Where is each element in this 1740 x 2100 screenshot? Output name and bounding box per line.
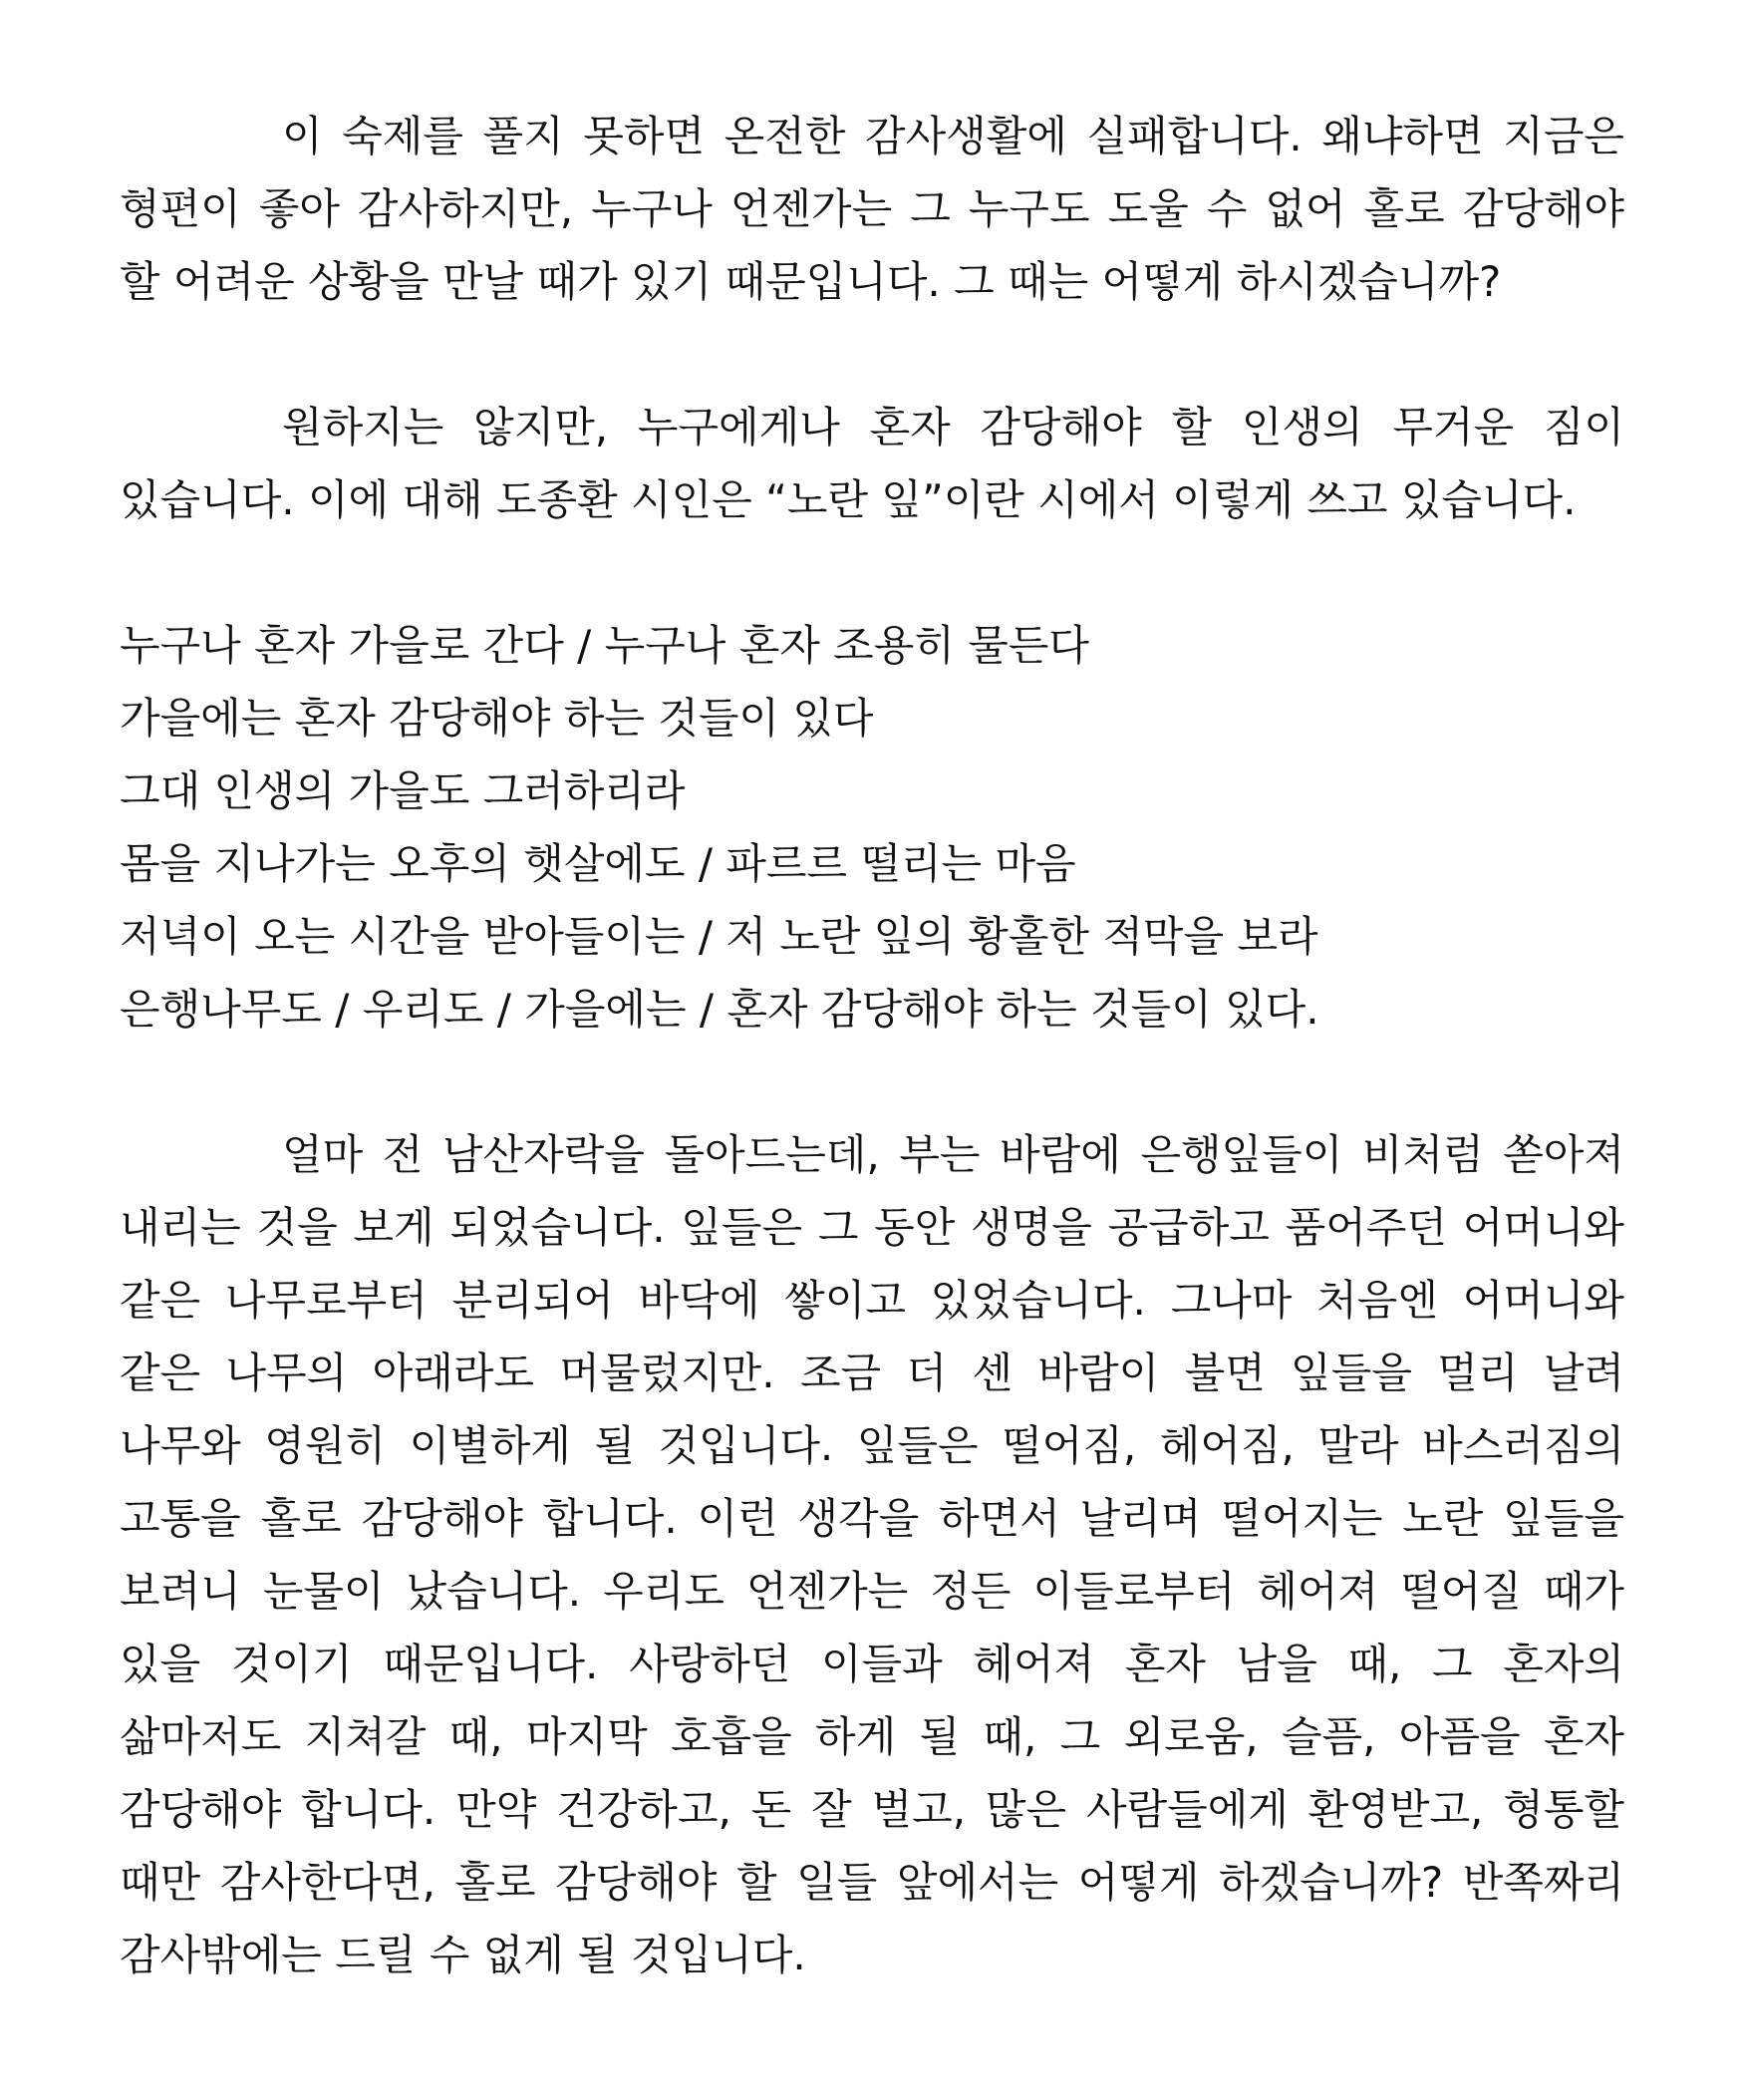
poem-line: 저녁이 오는 시간을 받아들이는 / 저 노란 잎의 황홀한 적막을 보라 [120, 912, 1318, 961]
poem-block [120, 609, 1624, 1046]
poem-line: 가을에는 혼자 감당해야 하는 것들이 있다 [120, 694, 874, 743]
paragraph-intro: 이 숙제를 풀지 못하면 온전한 감사생활에 실패합니다. 왜냐하면 지금은 형편이 좋아 감사하지만, 누구나 언젠가는 그 누구도 도울 수 없어 홀로 감당해야 할 어려운 상황을 만날 때가 있기 때문입니다. 그 때는 어떻게 하시겠습니까? [120, 112, 1624, 306]
paragraph-reflection: 얼마 전 남산자락을 돌아드는데, 부는 바람에 은행잎들이 비처럼 쏟아져 내리는 것을 보게 되었습니다. 잎들은 그 동안 생명을 공급하고 품어주던 어머니와 같은 나무로부터 분리되어 바닥에 쌓이고 있었습니다. 그나마 처음엔 어머니와 같은 나무의 아래라도 머물렀지만. 조금 더 센 바람이 불면 잎들을 멀리 날려 나무와 영원히 이별하게 될 것입니다. 잎들은 떨어짐, 헤어짐, 말라 바스러짐의 고통을 홀로 감당해야 합니다. 이런 생각을 하면서 날리며 떨어지는 노란 잎들을 보려니 눈물이 났습니다. 우리도 언젠가는 정든 이들로부터 헤어져 떨어질 때가 있을 것이기 때문입니다. 사랑하던 이들과 헤어져 혼자 남을 때, 그 혼자의 삶마저도 지쳐갈 때, 마지막 호흡을 하게 될 때, 그 외로움, 슬픔, 아픔을 혼자 감당해야 합니다. 만약 건강하고, 돈 잘 벌고, 많은 사람들에게 환영받고, 형통할 때만 감사한다면, 홀로 감당해야 할 일들 앞에서는 어떻게 하겠습니까? 반쪽짜리 감사밖에는 드릴 수 없게 될 것입니다. [120, 1130, 1624, 1979]
poem-line: 누구나 혼자 가을로 간다 / 누구나 혼자 조용히 물든다 [120, 621, 1089, 670]
poem-line: 그대 인생의 가을도 그러하리라 [120, 766, 686, 815]
poem-line: 은행나무도 / 우리도 / 가을에는 / 혼자 감당해야 하는 것들이 있다. [120, 985, 1319, 1034]
paragraph-poet-reference: 원하지는 않지만, 누구에게나 혼자 감당해야 할 인생의 무거운 짐이 있습니다. 이에 대해 도종환 시인은 “노란 잎”이란 시에서 이렇게 쓰고 있습니다. [120, 403, 1624, 524]
document-page [120, 100, 1624, 1991]
poem-line: 몸을 지나가는 오후의 햇살에도 / 파르르 떨리는 마음 [120, 839, 1076, 888]
